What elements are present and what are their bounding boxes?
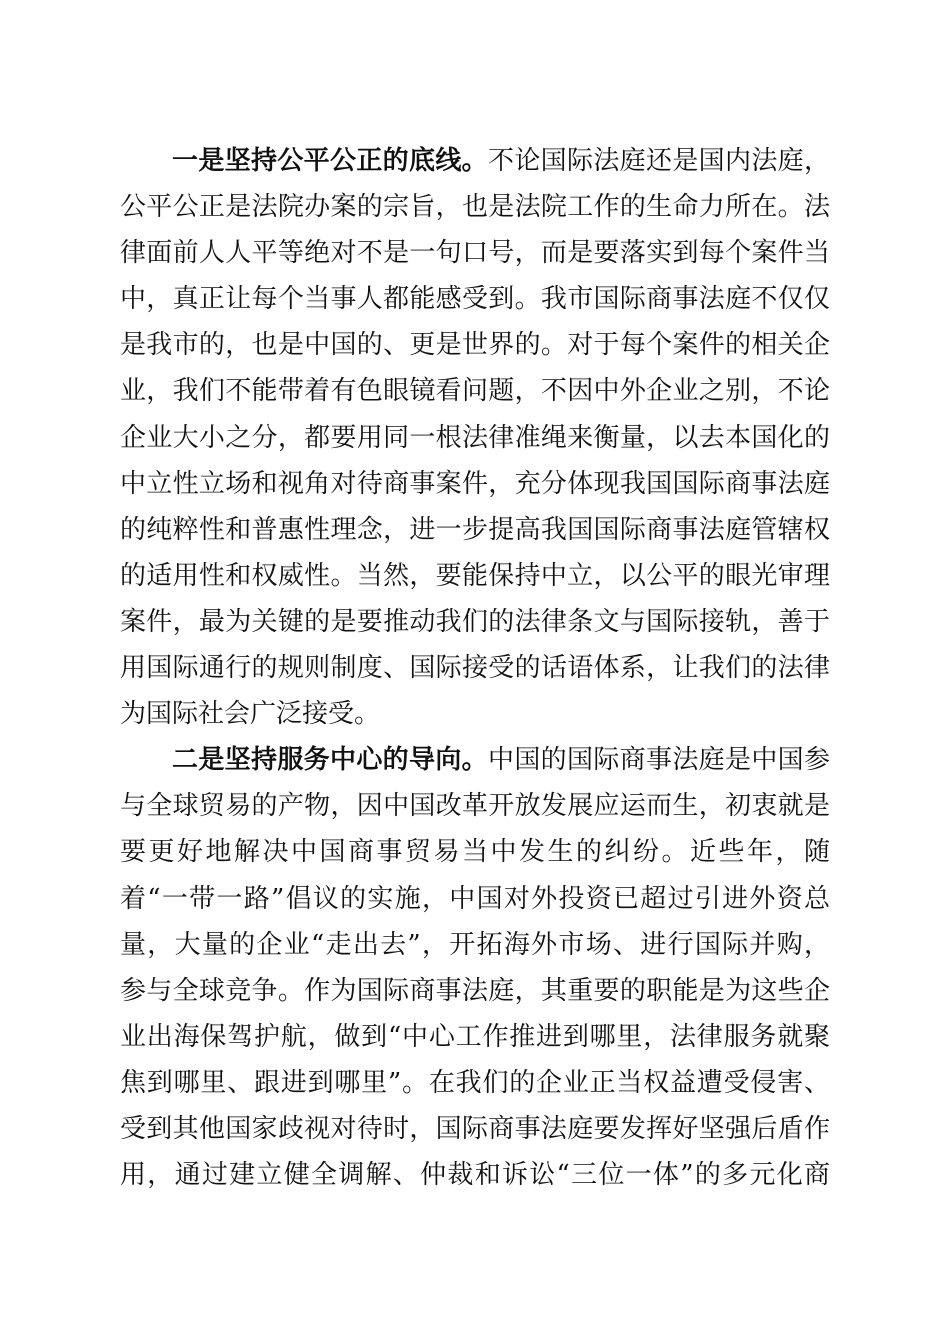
paragraph-1-line-1	[120, 138, 830, 184]
paragraph-2-lead: 二是坚持服务中心的导向。	[172, 745, 488, 776]
paragraph-2-line-6: 参与全球竞争。作为国际商事法庭，其重要的职能是为这些企	[120, 975, 830, 1006]
paragraph-2-line-7: 业出海保驾护航，做到“中心工作推进到哪里，法律服务就聚	[120, 1021, 830, 1052]
paragraph-2-line-5: 量，大量的企业“走出去”，开拓海外市场、进行国际并购，	[120, 929, 830, 960]
paragraph-2-line-1	[120, 737, 830, 783]
paragraph-1-line-6: 业，我们不能带着有色眼镜看问题，不因中外企业之别，不论	[120, 376, 830, 407]
paragraph-1-line-4: 中，真正让每个当事人都能感受到。我市国际商事法庭不仅仅	[120, 284, 830, 315]
paragraph-2-text: 中国的国际商事法庭是中国参	[488, 745, 830, 776]
paragraph-2-line-10: 用，通过建立健全调解、仲裁和诉讼“三位一体”的多元化商	[120, 1160, 830, 1191]
paragraph-2-line-2: 与全球贸易的产物，因中国改革开放发展应运而生，初衷就是	[120, 791, 830, 822]
paragraph-1-line-13: 为国际社会广泛接受。	[120, 699, 381, 730]
paragraph-2-line-8: 焦到哪里、跟进到哪里”。在我们的企业正当权益遭受侵害、	[120, 1067, 830, 1098]
paragraph-1-lead: 一是坚持公平公正的底线。	[172, 146, 488, 176]
paragraph-2-line-9: 受到其他国家歧视对待时，国际商事法庭要发挥好坚强后盾作	[120, 1113, 830, 1144]
paragraph-1-line-10: 的适用性和权威性。当然，要能保持中立，以公平的眼光审理	[120, 560, 830, 591]
paragraph-1-line-7: 企业大小之分，都要用同一根法律准绳来衡量，以去本国化的	[120, 422, 830, 453]
paragraph-1-text: 不论国际法庭还是国内法庭，	[488, 146, 830, 176]
paragraph-2-line-4: 着“一带一路”倡议的实施，中国对外投资已超过引进外资总	[120, 883, 830, 914]
paragraph-1-line-5: 是我市的，也是中国的、更是世界的。对于每个案件的相关企	[120, 330, 830, 361]
paragraph-1-line-3: 律面前人人平等绝对不是一句口号，而是要落实到每个案件当	[120, 238, 830, 269]
paragraph-1-line-8: 中立性立场和视角对待商事案件，充分体现我国国际商事法庭	[120, 468, 830, 499]
document-body	[120, 138, 830, 1198]
paragraph-1-line-9: 的纯粹性和普惠性理念，进一步提高我国国际商事法庭管辖权	[120, 514, 830, 545]
paragraph-1-line-11: 案件，最为关键的是要推动我们的法律条文与国际接轨，善于	[120, 606, 830, 637]
paragraph-1-line-2: 公平公正是法院办案的宗旨，也是法院工作的生命力所在。法	[120, 192, 830, 223]
paragraph-2-line-3: 要更好地解决中国商事贸易当中发生的纠纷。近些年，随	[120, 837, 830, 868]
paragraph-1-line-12: 用国际通行的规则制度、国际接受的话语体系，让我们的法律	[120, 653, 830, 684]
